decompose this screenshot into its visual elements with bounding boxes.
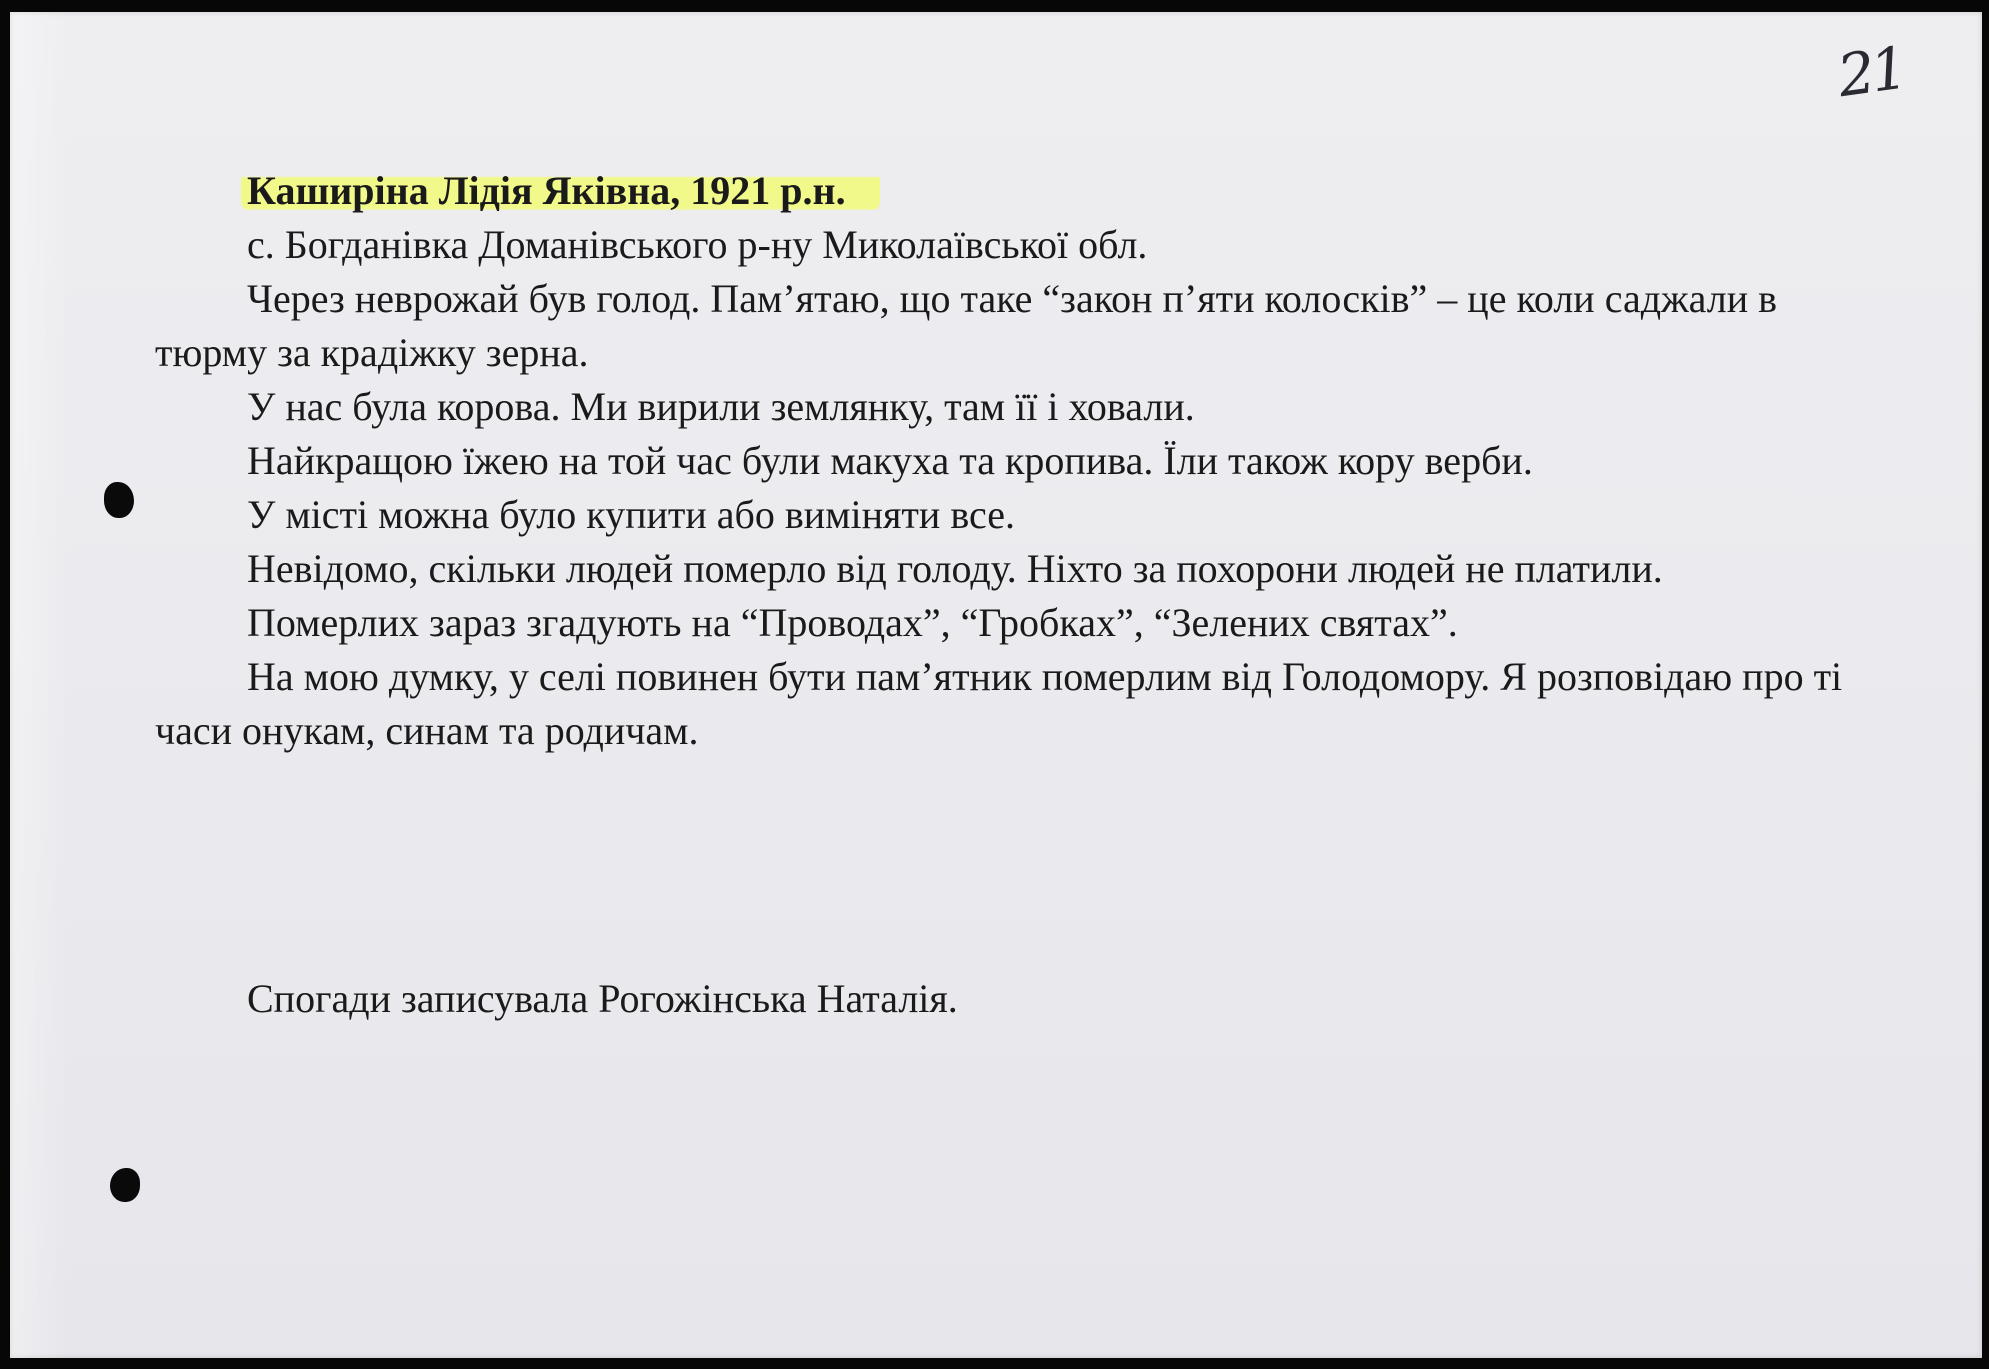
paper-sheet [10,12,1982,1358]
paragraph-location: с. Богданівка Доманівського р-ну Миколаївської обл. [247,222,1148,267]
document-heading [155,164,1843,218]
paragraph-cow: У нас була корова. Ми вирили землянку, там її і ховали. [247,384,1195,429]
document-body [155,164,1843,758]
recorder-signature-line: Спогади записувала Рогожінська Наталія. [247,976,958,1021]
paragraph-food: Найкращою їжею на той час були макуха та кропива. Їли також кору верби. [247,438,1533,483]
highlighted-name: Каширіна Лідія Яківна, 1921 р.н. [241,168,880,213]
paragraph-monument: На мою думку, у селі повинен бути пам’ятник померлим від Голодомору. Я розповідаю про ті часи онукам, синам та родичам. [155,654,1843,753]
punch-hole-top [104,482,134,518]
paragraph-deaths: Невідомо, скільки людей померло від голоду. Ніхто за похорони людей не платили. [247,546,1663,591]
paper-edge-wear [10,12,70,1358]
punch-hole-bottom [110,1168,140,1202]
paragraph-remembrance: Померлих зараз згадують на “Проводах”, “Гробках”, “Зелених святах”. [247,600,1458,645]
paragraph-city: У місті можна було купити або виміняти все. [247,492,1015,537]
handwritten-page-number: 21 [1833,33,1909,111]
paragraph-famine-cause: Через неврожай був голод. Пам’ятаю, що таке “закон п’яти колосків” – це коли саджали в тюрму за крадіжку зерна. [155,276,1778,375]
